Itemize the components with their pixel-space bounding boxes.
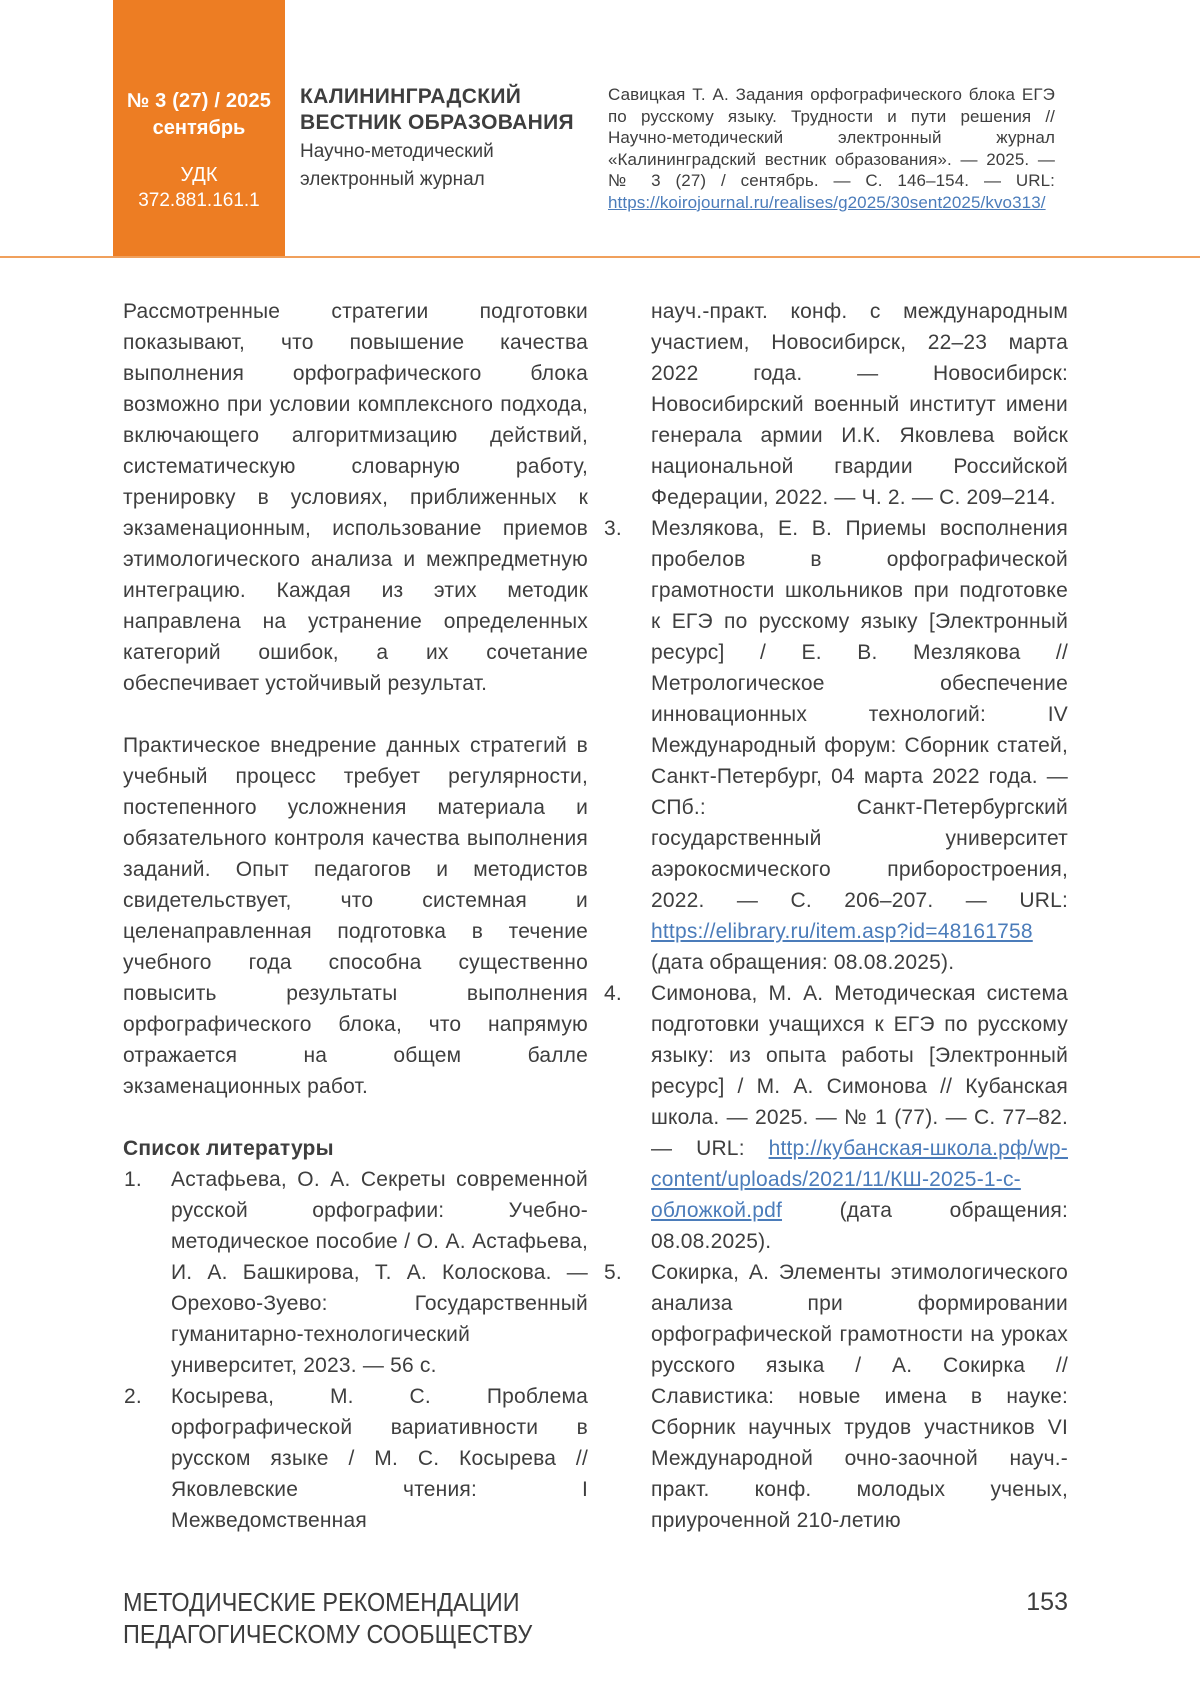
issue-badge [113, 0, 285, 258]
reference-item-2 [123, 1381, 588, 1536]
reference-number: 4. [604, 982, 622, 1005]
footer-section-line1: МЕТОДИЧЕСКИЕ РЕКОМЕНДАЦИИ [123, 1587, 520, 1617]
reference-number: 3. [604, 517, 622, 540]
reference-item-2-continuation: науч.-практ. конф. с международным участием, Новосибирск, 22–23 марта 2022 года. — Новосибирск: Новосибирский военный институт имени генерала армии И.К. Яковлева войск национальной гвардии Российской Федерации, 2022. — Ч. 2. — С. 209–214. [651, 300, 1068, 509]
journal-title-line2: ВЕСТНИК ОБРАЗОВАНИЯ [300, 111, 574, 134]
header-divider [0, 256, 1200, 258]
reference-text: (дата обращения: 08.08.2025). [651, 951, 955, 974]
reference-text: Сокирка, А. Элементы этимологического анализа при формировании орфографической грамотности на уроках русского языка / А. Сокирка // Славистика: новые имена в науке: Сборник научных трудов участников VI Международной очно-заочной науч.-практ. конф. молодых ученых, приуроченной 210-летию [651, 1261, 1068, 1532]
journal-title-block [300, 84, 574, 191]
reference-text: Мезлякова, Е. В. Приемы восполнения пробелов в орфографической грамотности школьников при подготовке к ЕГЭ по русскому языку [Электронный ресурс] / Е. В. Мезлякова // Метрологическое обеспечение инновационных технологий: IV Международный форум: Сборник статей, Санкт-Петербург, 04 марта 2022 года. — СПб.: Санкт-Петербургский государственный университет аэрокосмического приборостроения, 2022. — С. 206–207. — URL: [651, 517, 1068, 912]
reference-number: 1. [124, 1168, 142, 1191]
reference-text: Астафьева, О. А. Секреты современной русской орфографии: Учебно-методическое пособие / О. А. Астафьева, И. А. Башкирова, Т. А. Колоскова. — Орехово-Зуево: Государственный гуманитарно-технологический университет, 2023. — 56 с. [171, 1168, 588, 1377]
journal-subtitle-line2: электронный журнал [300, 168, 485, 190]
body-paragraph-1: Рассмотренные стратегии подготовки показывают, что повышение качества выполнения орфографического блока возможно при условии комплексного подхода, включающего алгоритмизацию действий, систематическую словарную работу, тренировку в условиях, приближенных к экзаменационным, использование приемов этимологического анализа и межпредметную интеграцию. Каждая из этих методик направлена на устранение определенных категорий ошибок, а их сочетание обеспечивает устойчивый результат. [123, 300, 588, 695]
reference-number: 2. [124, 1385, 142, 1408]
reference-item-4 [603, 978, 1068, 1257]
article-citation [608, 84, 1055, 213]
udc-label: УДК [180, 164, 218, 186]
left-column [123, 296, 588, 1536]
reference-link[interactable]: https://elibrary.ru/item.asp?id=48161758 [651, 920, 1033, 943]
reference-number: 5. [604, 1261, 622, 1284]
footer-section-line2: ПЕДАГОГИЧЕСКОМУ СООБЩЕСТВУ [123, 1619, 533, 1649]
issue-number: № 3 (27) / 2025 [126, 90, 272, 112]
reference-item-1 [123, 1164, 588, 1381]
right-column [603, 296, 1068, 1536]
reference-item-3 [603, 513, 1068, 978]
body-paragraph-2: Практическое внедрение данных стратегий в учебный процесс требует регулярности, постепенного усложнения материала и обязательного контроля качества выполнения заданий. Опыт педагогов и методистов свидетельствует, что системная и целенаправленная подготовка в течение учебного года способна существенно повысить результаты выполнения орфографического блока, что напрямую отражается на общем балле экзаменационных работ. [123, 734, 588, 1098]
journal-subtitle-line1: Научно-методический [300, 141, 494, 162]
udc-number: 372.881.161.1 [138, 190, 260, 211]
reference-link[interactable]: http://кубанская-школа.рф/wp-content/uploads/2021/11/КШ-2025-1-с-обложкой.pdf [651, 1137, 1068, 1222]
reference-item-5 [603, 1257, 1068, 1536]
reference-text: (дата обращения: 08.08.2025). [651, 1199, 1068, 1253]
reference-text: Симонова, М. А. Методическая система подготовки учащихся к ЕГЭ по русскому языку: из опыта работы [Электронный ресурс] / М. А. Симонова // Кубанская школа. — 2025. — № 1 (77). — С. 77–82. — URL: [651, 982, 1068, 1160]
page-number: 153 [1026, 1588, 1068, 1616]
footer-section-title [123, 1586, 532, 1650]
journal-title-line1: КАЛИНИНГРАДСКИЙ [300, 85, 522, 108]
reference-text: Косырева, М. С. Проблема орфографической вариативности в русском языке / М. С. Косырева // Яковлевские чтения: I Межведомственная [171, 1385, 588, 1532]
references-heading: Список литературы [123, 1137, 334, 1160]
citation-text: Савицкая Т. А. Задания орфографического блока ЕГЭ по русскому языку. Трудности и пути решения // Научно-методический электронный журнал «Калининградский вестник образования». — 2025. — № 3 (27) / сентябрь. — С. 146–154. — URL: [608, 85, 1055, 190]
issue-month: сентябрь [152, 117, 246, 139]
citation-link[interactable]: https://koirojournal.ru/realises/g2025/30sent2025/kvo313/ [608, 192, 1046, 212]
